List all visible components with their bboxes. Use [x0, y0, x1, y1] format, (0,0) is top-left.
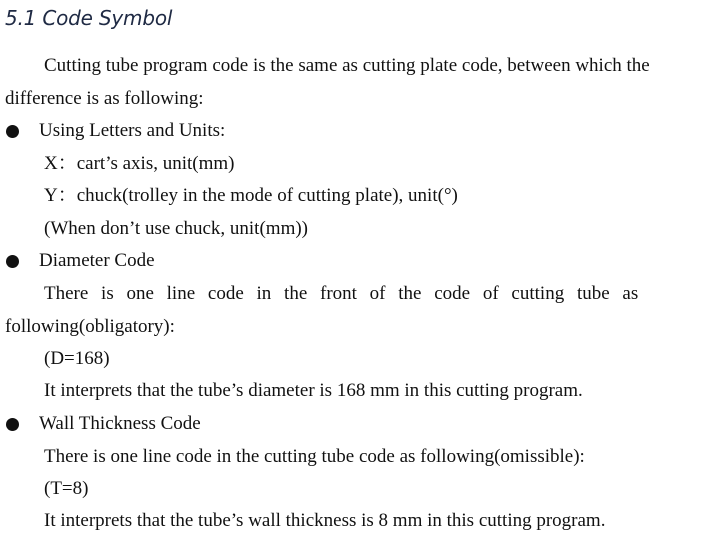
section-heading: 5.1 Code Symbol	[5, 6, 173, 30]
wall-thickness-code-example: (T=8)	[44, 478, 89, 499]
intro-paragraph-line-2: difference is as following:	[5, 88, 204, 109]
letters-units-title: Using Letters and Units:	[39, 120, 226, 141]
bullet-icon	[6, 125, 19, 138]
intro-paragraph-line-1: Cutting tube program code is the same as cutting plate code, between which the	[44, 55, 650, 76]
diameter-code-example: (D=168)	[44, 348, 110, 369]
diameter-interpretation: It interprets that the tube’s diameter is 168 mm in this cutting program.	[44, 380, 583, 401]
wall-thickness-interpretation: It interprets that the tube’s wall thickness is 8 mm in this cutting program.	[44, 510, 606, 531]
bullet-icon	[6, 255, 19, 268]
wall-thickness-description: There is one line code in the cutting tube code as following(omissible):	[44, 446, 585, 467]
wall-thickness-code-title: Wall Thickness Code	[39, 413, 201, 434]
diameter-code-title: Diameter Code	[39, 250, 155, 271]
x-axis-unit: X：cart’s axis, unit(mm)	[44, 153, 235, 174]
diameter-description-line-2: following(obligatory):	[5, 316, 175, 337]
y-axis-unit: Y：chuck(trolley in the mode of cutting plate), unit(°)	[44, 185, 458, 206]
bullet-icon	[6, 418, 19, 431]
chuck-note: (When don’t use chuck, unit(mm))	[44, 218, 308, 239]
diameter-description-line-1: There is one line code in the front of the code of cutting tube as	[44, 283, 639, 304]
